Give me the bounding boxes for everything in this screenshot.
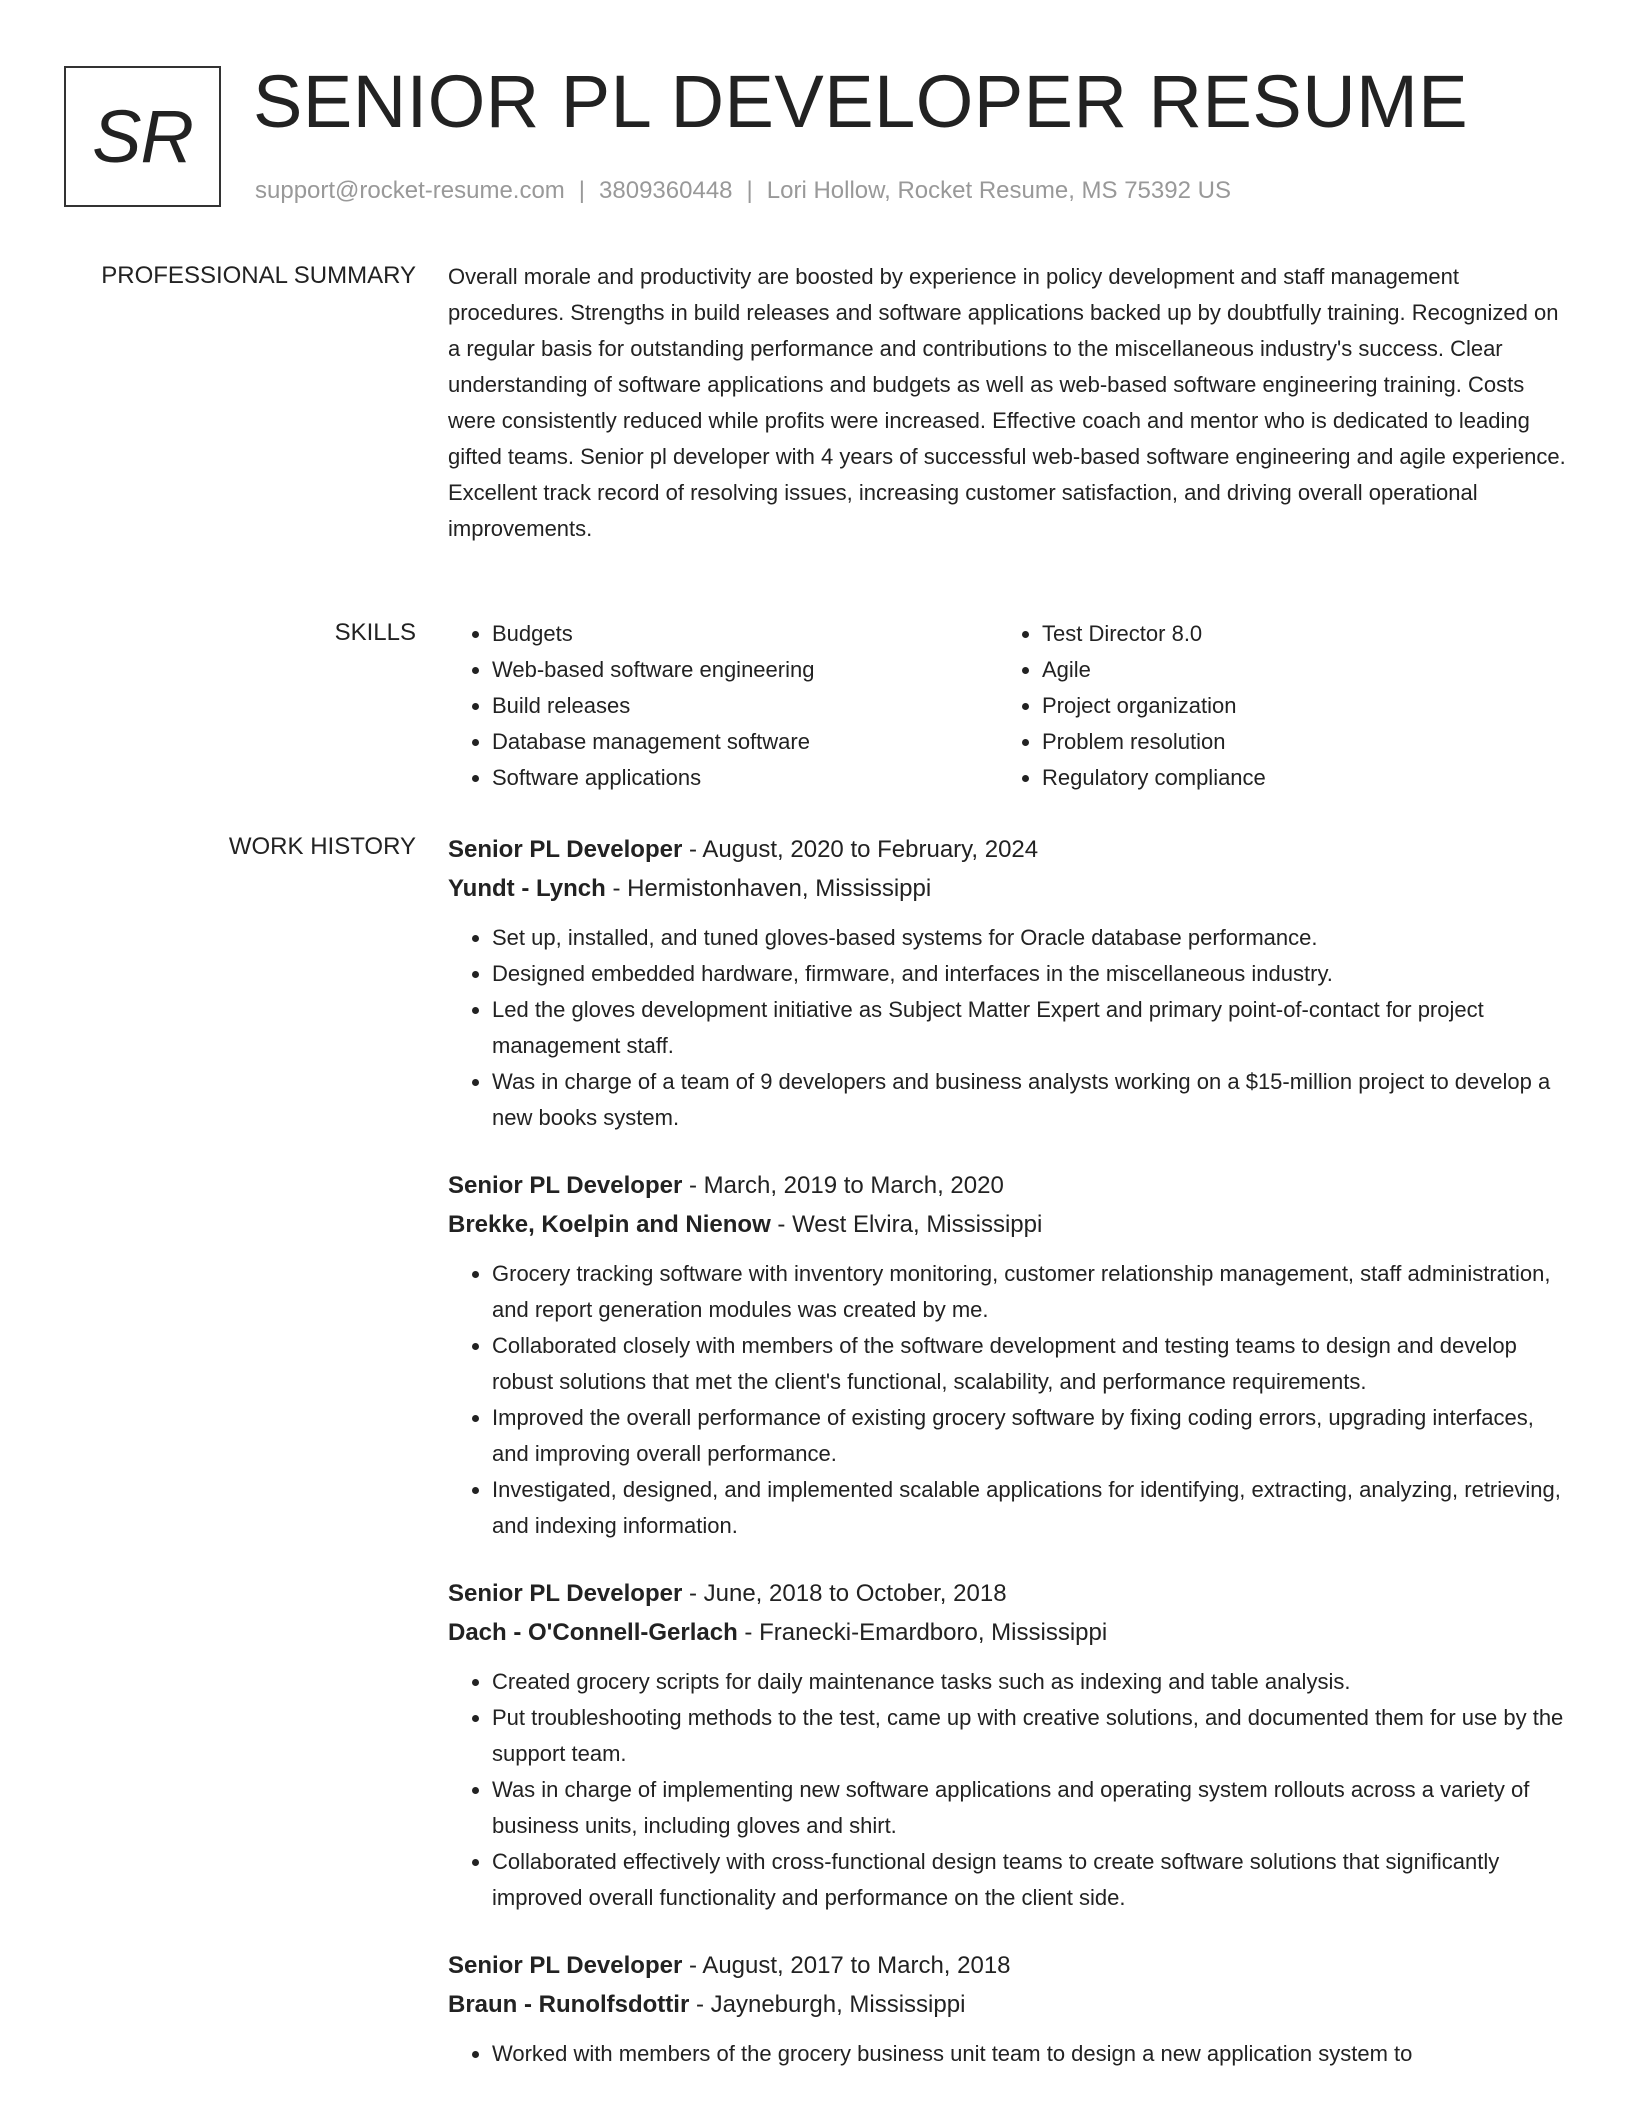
- job-bullet: • Put troubleshooting methods to the test, came up with creative solutions, and documented them for use by the support team.: [492, 1700, 1566, 1772]
- job-title-line: Senior PL Developer - March, 2019 to March, 2020: [448, 1172, 1004, 1199]
- job-dates: August, 2017 to March, 2018: [702, 1952, 1011, 1979]
- job-title: Senior PL Developer: [448, 836, 683, 863]
- job-dates: March, 2019 to March, 2020: [703, 1172, 1004, 1199]
- skill-item: • Budgets: [492, 616, 998, 652]
- job-title-line: Senior PL Developer - August, 2017 to March, 2018: [448, 1952, 1011, 1979]
- skill-item: • Test Director 8.0: [1042, 616, 1548, 652]
- job-bullet: • Designed embedded hardware, firmware, and interfaces in the miscellaneous industry.: [492, 956, 1566, 992]
- summary-body: [448, 259, 1566, 547]
- job-bullet: • Set up, installed, and tuned gloves-based systems for Oracle database performance.: [492, 920, 1566, 956]
- summary-text: Overall morale and productivity are boosted by experience in policy development and staff management procedures. Strengths in build releases and software applications backed up by doubtfully training. Recognized on a regular basis for outstanding performance and contributions to the miscellaneous industry's success. Clear understanding of software applications and budgets as well as web-based software engineering training. Costs were consistently reduced while profits were increased. Effective coach and mentor who is dedicated to leading gifted teams. Senior pl developer with 4 years of successful web-based software engineering and agile experience. Excellent track record of resolving issues, increasing customer satisfaction, and driving overall operational improvements.: [448, 264, 1566, 541]
- contact-separator: |: [578, 177, 586, 204]
- job-location: Jayneburgh, Mississippi: [710, 1991, 966, 2018]
- work-history-heading: WORK HISTORY: [228, 833, 416, 860]
- job-bullet: • Worked with members of the grocery business unit team to design a new application system to: [492, 2036, 1566, 2072]
- job-title-line: Senior PL Developer - August, 2020 to February, 2024: [448, 836, 1039, 863]
- job-company-line: Braun - Runolfsdottir - Jayneburgh, Mississippi: [448, 1991, 966, 2018]
- job-entry: [448, 830, 1566, 1136]
- contact-phone[interactable]: 3809360448: [599, 177, 733, 204]
- skills-body: [448, 616, 1566, 796]
- job-bullet: • Was in charge of implementing new software applications and operating system rollouts across a variety of business units, including gloves and shirt.: [492, 1772, 1566, 1844]
- job-bullet: • Collaborated closely with members of the software development and testing teams to design and develop robust solutions that met the client's functional, scalability, and performance requirements.: [492, 1328, 1566, 1400]
- skill-item: • Regulatory compliance: [1042, 760, 1548, 796]
- job-location: Hermistonhaven, Mississippi: [627, 875, 932, 902]
- skill-item: • Database management software: [492, 724, 998, 760]
- job-bullet: • Created grocery scripts for daily maintenance tasks such as indexing and table analysis.: [492, 1664, 1566, 1700]
- skills-heading: SKILLS: [334, 619, 416, 646]
- page-title: SENIOR PL DEVELOPER RESUME: [253, 60, 1469, 143]
- job-entry: [448, 1166, 1566, 1544]
- job-location: West Elvira, Mississippi: [792, 1211, 1043, 1238]
- job-dates: June, 2018 to October, 2018: [703, 1580, 1007, 1607]
- job-title: Senior PL Developer: [448, 1952, 683, 1979]
- job-dates: August, 2020 to February, 2024: [702, 836, 1039, 863]
- skill-item: • Project organization: [1042, 688, 1548, 724]
- skill-item: • Web-based software engineering: [492, 652, 998, 688]
- contact-address: Lori Hollow, Rocket Resume, MS 75392 US: [766, 177, 1231, 204]
- job-company: Dach - O'Connell-Gerlach: [448, 1619, 738, 1646]
- skill-item: • Software applications: [492, 760, 998, 796]
- job-bullet: • Investigated, designed, and implemented scalable applications for identifying, extracting, analyzing, retrieving, and indexing information.: [492, 1472, 1566, 1544]
- job-company-line: Yundt - Lynch - Hermistonhaven, Mississippi: [448, 875, 932, 902]
- job-title: Senior PL Developer: [448, 1172, 683, 1199]
- job-bullet: • Led the gloves development initiative as Subject Matter Expert and primary point-of-contact for project management staff.: [492, 992, 1566, 1064]
- contact-line: [255, 174, 1231, 208]
- job-company-line: Dach - O'Connell-Gerlach - Franecki-Emardboro, Mississippi: [448, 1619, 1108, 1646]
- skill-item: • Agile: [1042, 652, 1548, 688]
- skills-column-right: [998, 616, 1548, 796]
- job-company: Yundt - Lynch: [448, 875, 606, 902]
- monogram-badge: SR: [64, 66, 221, 207]
- job-bullet: • Improved the overall performance of existing grocery software by fixing coding errors, upgrading interfaces, and improving overall performance.: [492, 1400, 1566, 1472]
- job-location: Franecki-Emardboro, Mississippi: [759, 1619, 1108, 1646]
- job-company: Braun - Runolfsdottir: [448, 1991, 690, 2018]
- job-company-line: Brekke, Koelpin and Nienow - West Elvira, Mississippi: [448, 1211, 1043, 1238]
- job-company: Brekke, Koelpin and Nienow: [448, 1211, 771, 1238]
- job-bullet: • Grocery tracking software with inventory monitoring, customer relationship management, staff administration, and report generation modules was created by me.: [492, 1256, 1566, 1328]
- summary-heading: PROFESSIONAL SUMMARY: [101, 262, 416, 289]
- job-entry: [448, 1946, 1566, 2072]
- skills-column-left: [448, 616, 998, 796]
- work-history-body: [448, 830, 1566, 2102]
- job-title: Senior PL Developer: [448, 1580, 683, 1607]
- job-bullet: • Was in charge of a team of 9 developers and business analysts working on a $15-million project to develop a new books system.: [492, 1064, 1566, 1136]
- job-entry: [448, 1574, 1566, 1916]
- contact-email[interactable]: support@rocket-resume.com: [255, 177, 565, 204]
- job-title-line: Senior PL Developer - June, 2018 to October, 2018: [448, 1580, 1007, 1607]
- job-bullet: • Collaborated effectively with cross-functional design teams to create software solutions that significantly improved overall functionality and performance on the client side.: [492, 1844, 1566, 1916]
- skill-item: • Build releases: [492, 688, 998, 724]
- contact-separator: |: [746, 177, 753, 204]
- skill-item: • Problem resolution: [1042, 724, 1548, 760]
